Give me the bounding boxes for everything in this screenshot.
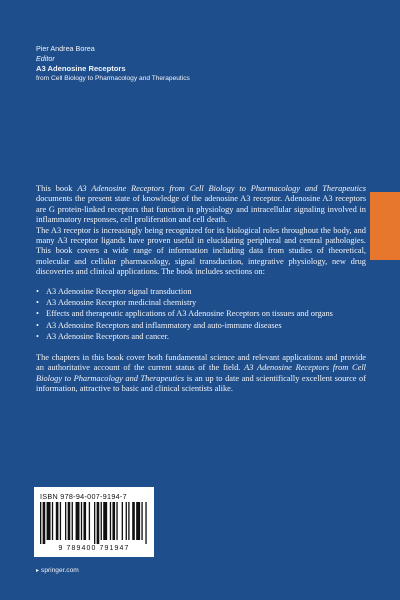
isbn-barcode-box — [34, 487, 154, 557]
editor-label: Editor — [36, 54, 55, 63]
barcode-bar — [103, 502, 107, 540]
barcode-bar — [60, 502, 61, 540]
barcode-bar — [83, 502, 86, 540]
blurb-paragraph-1: This book A3 Adenosine Receptors from Cell Biology to Pharmacology and Therapeutics documents the present state of knowledge of the adenosine A3 receptor. Adenosine A3 receptors are G protein-linked receptors that function in physiology and intracellular signaling involved in inflammatory responses, cell proliferation and cell death. — [36, 184, 366, 225]
barcode-bar — [72, 502, 73, 540]
springer-link-text[interactable]: springer.com — [41, 567, 79, 574]
arrow-right-icon: ▸ — [36, 568, 40, 574]
barcode-bar — [94, 502, 95, 544]
book-subtitle: from Cell Biology to Pharmacology and Therapeutics — [36, 75, 190, 82]
book-title-inline: A3 Adenosine Receptors from Cell Biology to Pharmacology and Therapeutics — [77, 184, 366, 193]
blurb-paragraph-3: The chapters in this book cover both fundamental science and relevant applications and provide an authoritative account of the current status of the field. A3 Adenosine Receptors from Cell Biology to Pharmacology and Therapeutics is an up to date and scientifically excellent source of information, attractive to basic and clinical scientists alike. — [36, 352, 367, 393]
barcode-bar — [47, 502, 51, 540]
barcode-bar — [122, 502, 123, 540]
list-item: • A3 Adenosine Receptors and cancer. — [36, 332, 366, 342]
springer-link[interactable] — [36, 567, 79, 574]
barcode-bar — [116, 502, 117, 540]
barcode-bar — [76, 502, 80, 540]
list-item: • Effects and therapeutic applications of A3 Adenosine Receptors on tissues and organs — [36, 309, 366, 319]
list-item: • A3 Adenosine Receptors and inflammatory and auto-immune diseases — [36, 321, 366, 331]
barcode-bar — [81, 502, 82, 540]
barcode-bar — [101, 502, 102, 540]
barcode-bar — [68, 502, 71, 540]
barcode-bar — [89, 502, 90, 540]
barcode-bar — [110, 502, 111, 540]
barcode-bar — [40, 502, 41, 544]
barcode-bar — [145, 502, 146, 544]
barcode-bar — [128, 502, 129, 540]
back-cover-blurb — [36, 184, 366, 394]
barcode-bar — [43, 502, 46, 544]
barcode-bar — [97, 502, 100, 544]
barcode-icon — [40, 502, 148, 544]
editor-name: Pier Andrea Borea — [36, 44, 95, 53]
blurb-paragraph-2: The A3 receptor is increasingly being recognized for its biological roles throughout the body, and many A3 receptor ligands have proven useful in elucidating peripheral and central pathologies. This book covers a wide range of information including data from studies of theoretical, molecular and cellular pharmacology, signal transduction, integrative physiology, new drug discoveries and clinical applications. The book includes sections on: — [36, 225, 366, 277]
isbn-number: ISBN 978-94-007-9194-7 — [40, 492, 127, 501]
barcode-bar — [52, 502, 53, 540]
book-title: A3 Adenosine Receptors — [36, 64, 126, 73]
barcode-bar — [141, 502, 142, 540]
barcode-bar — [132, 502, 135, 540]
barcode-bar — [56, 502, 59, 540]
barcode-bar — [112, 502, 115, 540]
list-item: • A3 Adenosine Receptor signal transduction — [36, 287, 366, 297]
cover-header — [36, 44, 190, 84]
barcode-bar — [65, 502, 66, 540]
orange-spine-tab — [370, 192, 400, 260]
sections-list — [36, 287, 366, 343]
list-item: • A3 Adenosine Receptor medicinal chemistry — [36, 298, 366, 308]
barcode-bar — [126, 502, 127, 540]
book-title-inline: A3 Adenosine Receptors from Cell Biology to Pharmacology and Therapeutics — [36, 363, 366, 383]
barcode-digits: 9 789400 791947 — [58, 545, 130, 552]
barcode-bar — [136, 502, 140, 540]
